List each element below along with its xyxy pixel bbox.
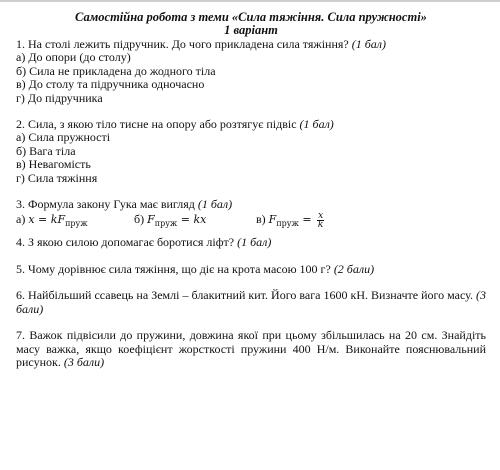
worksheet-title: Самостійна робота з теми «Сила тяжіння. Сила пружності» [75, 10, 427, 24]
question-3-option-a: а) $x = kF_{пруж}$ [16, 212, 88, 229]
question-1-text: 1. На столі лежить підручник. До чого прикладена сила тяжіння? (1 бал) [16, 37, 386, 51]
question-2-option-d: г) Сила тяжіння [16, 170, 98, 185]
question-1-option-b: б) Сила не прикладена до жодного тіла [16, 63, 216, 78]
question-5 [16, 263, 486, 276]
question-5-text: 5. Чому дорівнює сила тяжіння, що діє на крота масою 100 г? (2 бали) [16, 261, 375, 276]
question-7-points: (3 бали) [63, 354, 105, 369]
question-4-points: (1 бал) [237, 235, 272, 250]
question-2-option-b: б) Вага тіла [16, 143, 76, 158]
question-7 [16, 329, 486, 369]
question-3-options [16, 210, 486, 230]
question-1 [16, 38, 486, 105]
question-3 [16, 197, 486, 230]
question-3-option-c: в) $F_{пруж}$ = $\frac{x}{k}$ [256, 210, 324, 230]
question-2-option-c: в) Невагомість [16, 157, 91, 172]
fraction-x-over-k: $\frac{x}{k}$ [317, 210, 324, 230]
question-3-points: (1 бал) [197, 197, 233, 212]
question-4 [16, 236, 486, 249]
question-2 [16, 118, 486, 185]
question-1-option-c: в) До столу та підручника одночасно [16, 77, 205, 92]
question-3-option-b: б) $F_{пруж}$ = kx [134, 212, 207, 229]
question-4-text: 4. З якою силою допомагає боротися ліфт? (1 бал) [16, 235, 272, 250]
question-5-points: (2 бали) [333, 261, 375, 276]
question-1-option-d: г) До підручника [16, 90, 103, 105]
question-2-option-a: а) Сила пружності [16, 130, 111, 145]
question-1-points: (1 бал) [351, 37, 386, 51]
question-6-text: 6. Найбільший ссавець на Землі – блакитний кит. Його вага 1600 кН. Визначте його масу. (3 бали) [16, 288, 486, 316]
question-7-text: 7. Важок підвісили до пружини, довжина якої при цьому збільшилась на 20 см. Знайдіть масу важка, якщо коефіцієнт жорсткості пружини 400 Н/м. Виконайте пояснювальний рисунок. (3 бали) [16, 328, 486, 369]
worksheet-variant: 1 варіант [224, 23, 278, 37]
question-3-text: 3. Формула закону Гука має вигляд (1 бал) [16, 197, 233, 212]
question-1-option-a: а) До опори (до столу) [16, 50, 131, 65]
question-6-points: (3 бали) [16, 288, 486, 316]
question-6 [16, 289, 486, 316]
question-2-text: 2. Сила, з якою тіло тисне на опору або розтягує підвіс (1 бал) [16, 117, 334, 132]
question-2-points: (1 бал) [299, 117, 334, 132]
